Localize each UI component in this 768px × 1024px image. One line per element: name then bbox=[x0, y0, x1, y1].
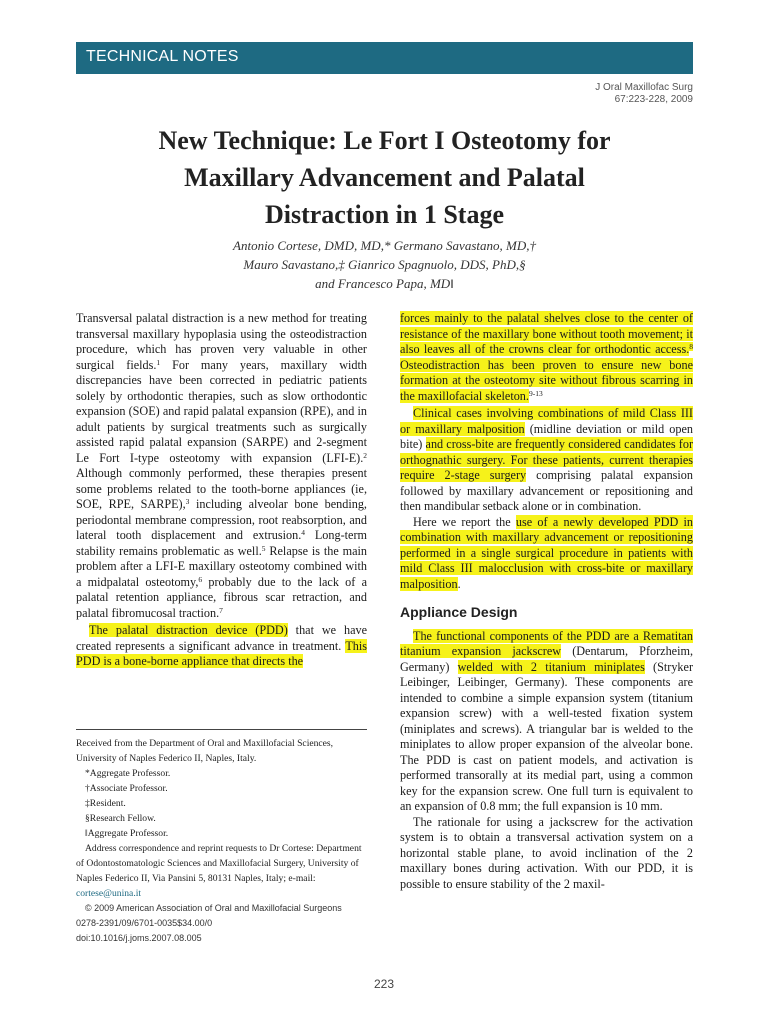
highlighted-text: welded with 2 titanium miniplates bbox=[457, 659, 645, 674]
footnote: †Associate Professor. bbox=[85, 783, 168, 794]
footnote: ‡Resident. bbox=[85, 798, 126, 809]
author-list bbox=[76, 236, 693, 293]
highlighted-text: Clinical cases involving combinations of mild Class III or maxillary malposition bbox=[400, 406, 693, 436]
paragraph bbox=[400, 311, 693, 404]
highlighted-text: Osteodistraction has been proven to ensure new bone formation at the osteotomy site without fibrous scarring in the maxillofacial skeleton. bbox=[400, 357, 693, 403]
footnote: *Aggregate Professor. bbox=[85, 768, 171, 779]
right-column bbox=[400, 311, 693, 892]
journal-name: J Oral Maxillofac Surg bbox=[595, 82, 693, 93]
text-run: Here we report the bbox=[413, 514, 516, 529]
reference-marker: 4 bbox=[301, 528, 305, 537]
highlighted-text: The palatal distraction device (PDD) bbox=[89, 623, 288, 637]
reference-marker: 9-13 bbox=[528, 388, 543, 398]
section-heading: Appliance Design bbox=[400, 604, 518, 620]
footnote: §Research Fellow. bbox=[85, 813, 156, 824]
reference-marker: 6 bbox=[198, 574, 203, 584]
paragraph bbox=[400, 629, 693, 815]
title-line: Maxillary Advancement and Palatal bbox=[184, 163, 585, 192]
footnote: ‖Aggregate Professor. bbox=[85, 828, 169, 839]
reference-marker: 1 bbox=[156, 357, 161, 367]
text-run: that we have created represents a significant advance in treatment. bbox=[76, 623, 367, 653]
article-title bbox=[76, 122, 693, 233]
text-run: For many years, maxillary width discrepancies have been corrected in pediatric patients solely by orthodontic therapies, such as slow orthodontic expansion (SOE) and rapid palatal expansion (RPE), and in adult patients by surgical treatments such as surgically assisted rapid palatal expansion (SARPE) and 2-segment Le Fort I-type osteotomy with expansion (LFI-E). bbox=[76, 357, 367, 465]
footnote-divider bbox=[76, 729, 367, 730]
text-run: probably due to the lack of a palatal retention appliance, fibrous scar retraction, and palatal fibromucosal traction. bbox=[76, 574, 367, 620]
author-line: Antonio Cortese, DMD, MD,* Germano Savastano, MD,† bbox=[233, 238, 536, 253]
highlighted-text: The functional components of the PDD are a Rematitan titanium expansion jackscrew bbox=[400, 628, 693, 658]
doi-line: doi:10.1016/j.joms.2007.08.005 bbox=[76, 933, 202, 943]
footnote-address bbox=[76, 841, 367, 901]
email-link[interactable]: cortese@unina.it bbox=[76, 888, 142, 899]
reference-marker: 3 bbox=[185, 497, 190, 506]
text-run: (Stryker Leibinger, Leibinger, Germany). These components are intended to combine a simple expansion system (titanium expansion screw) with a well-tested fixation system (miniplates and screws). A triangular bar is welded to the miniplates to allow proper expansion of the alveolar bone. The PDD is cast on patient models, and activation is performed transorally at its medial part, using a common key for the expansion screw. One full turn is equivalent to an expansion of 0.8 mm; the full expansion is 10 mm. bbox=[400, 659, 693, 813]
journal-reference bbox=[595, 82, 693, 106]
footnote-received: Received from the Department of Oral and Maxillofacial Sciences, University of Naples Federico II, Naples, Italy. bbox=[76, 738, 334, 764]
text-run: Relapse is the main problem after a LFI-E maxillary osteotomy combined with a midpalatal osteotomy, bbox=[76, 543, 367, 589]
text-run: comprising palatal expansion followed by maxillary advancement or repositioning and then mandibular setback alone or in combination. bbox=[400, 468, 693, 513]
journal-volume: 67:223-228, 2009 bbox=[614, 94, 693, 105]
reference-marker: 8 bbox=[689, 342, 693, 351]
highlighted-text: This PDD is a bone-borne appliance that directs the bbox=[76, 638, 367, 668]
reference-marker: 2 bbox=[363, 450, 367, 460]
highlighted-text: use of a newly developed PDD in combination with maxillary advancement or repositioning performed in a single surgical procedure in patients with mild Class III malocclusion with cross-bite or maxillary malposition bbox=[400, 514, 693, 591]
reference-marker: 7 bbox=[219, 605, 223, 615]
footnotes bbox=[76, 736, 367, 946]
issn-line: 0278-2391/09/6701-0035$34.00/0 bbox=[76, 918, 213, 928]
text-run: (midline deviation or mild open bite) bbox=[400, 421, 693, 451]
text-run: including alveolar bone bending, periodontal membrane compression, root reabsorption, and lateral tooth displacement and extrusion. bbox=[76, 497, 367, 542]
left-column bbox=[76, 311, 367, 670]
author-line: and Francesco Papa, MD‖ bbox=[315, 276, 454, 291]
highlighted-text: forces mainly to the palatal shelves close to the center of resistance of the maxillary bone without tooth movement; it also leaves all of the crowns clear for orthodontic access. bbox=[400, 311, 693, 356]
section-banner-label: TECHNICAL NOTES bbox=[86, 48, 239, 65]
reference-marker: 5 bbox=[261, 543, 266, 553]
text-run: . bbox=[457, 576, 461, 591]
title-line: New Technique: Le Fort I Osteotomy for bbox=[158, 126, 611, 155]
paragraph bbox=[400, 406, 693, 515]
author-line: Mauro Savastano,‡ Gianrico Spagnuolo, DDS, PhD,§ bbox=[243, 257, 526, 272]
highlighted-text: and cross-bite are frequently considered candidates for orthognathic surgery. For these patients, current therapies require 2-stage surgery bbox=[400, 437, 694, 482]
title-line: Distraction in 1 Stage bbox=[264, 200, 505, 229]
section-banner bbox=[76, 42, 693, 74]
copyright-line: © 2009 American Association of Oral and Maxillofacial Surgeons bbox=[85, 903, 342, 913]
text-run: Although commonly performed, these therapies present some problems related to the tooth-borne appliances (ie, SOE, RPE, SARPE), bbox=[76, 466, 367, 511]
paragraph: The rationale for using a jackscrew for the activation system is to obtain a transversal activation system on a horizontal stable plane, to avoid inclination of the 2 maxillary bones during activation. With our PDD, it is possible to ensure stability of the 2 maxil- bbox=[400, 814, 693, 891]
text-run: Long-term stability remains problematic as well. bbox=[76, 528, 367, 558]
paragraph bbox=[76, 311, 367, 621]
text-run: (Dentarum, Pforzheim, Germany) bbox=[400, 644, 693, 674]
paragraph bbox=[400, 515, 693, 593]
text-run: Transversal palatal distraction is a new method for treating transversal maxillary hypoplasia using the osteodistraction procedure, which has proven very valuable in other surgical fields. bbox=[76, 311, 367, 372]
page-number: 223 bbox=[373, 977, 395, 991]
text-run: Address correspondence and reprint requests to Dr Cortese: Department of Odontostomatologic Sciences and Maxillofacial Surgery, University of Naples Federico II, Via Pansini 5, 80131 Naples, Italy; e-mail: bbox=[76, 843, 362, 884]
paragraph bbox=[76, 623, 367, 670]
